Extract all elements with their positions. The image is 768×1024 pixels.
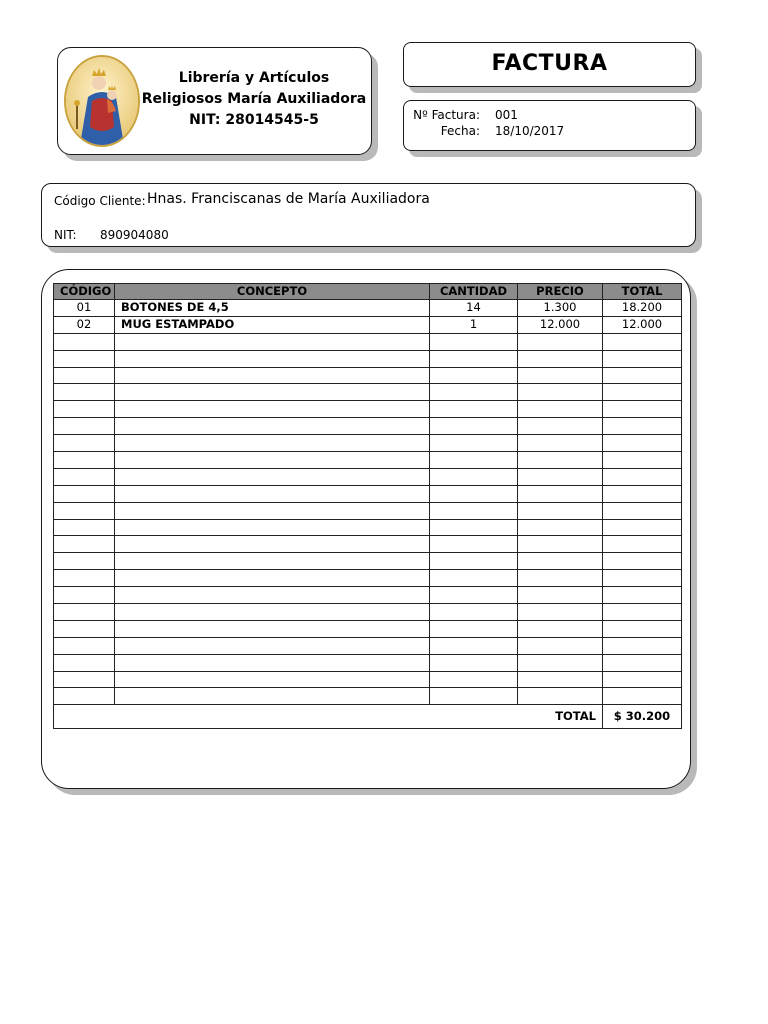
- empty-cell: [603, 553, 682, 570]
- company-name-line-1: Librería y Artículos: [178, 70, 330, 86]
- invoice-info-box: [403, 100, 696, 151]
- header-price: PRECIO: [518, 284, 603, 300]
- empty-cell: [115, 620, 430, 637]
- empty-table-row: [54, 401, 682, 418]
- empty-cell: [54, 688, 115, 705]
- empty-cell: [115, 367, 430, 384]
- empty-cell: [430, 333, 518, 350]
- empty-cell: [54, 401, 115, 418]
- header-total: TOTAL: [603, 284, 682, 300]
- document-title: FACTURA: [491, 51, 608, 76]
- empty-cell: [54, 553, 115, 570]
- empty-cell: [518, 688, 603, 705]
- row-code: 02: [54, 316, 115, 333]
- empty-cell: [430, 536, 518, 553]
- empty-cell: [603, 367, 682, 384]
- empty-cell: [115, 637, 430, 654]
- company-name-line-2: Religiosos María Auxiliadora: [141, 91, 367, 107]
- row-quantity: 14: [430, 300, 518, 317]
- table-header-row: [54, 284, 682, 300]
- empty-cell: [518, 620, 603, 637]
- empty-cell: [518, 553, 603, 570]
- empty-cell: [518, 637, 603, 654]
- empty-cell: [518, 468, 603, 485]
- row-total: 18.200: [603, 300, 682, 317]
- empty-cell: [603, 654, 682, 671]
- empty-cell: [603, 418, 682, 435]
- empty-cell: [430, 570, 518, 587]
- row-concept: BOTONES DE 4,5: [115, 300, 430, 317]
- row-price: 12.000: [518, 316, 603, 333]
- empty-cell: [54, 654, 115, 671]
- empty-cell: [54, 435, 115, 452]
- client-name-value: Hnas. Franciscanas de María Auxiliadora: [147, 191, 430, 207]
- empty-cell: [430, 654, 518, 671]
- empty-cell: [54, 502, 115, 519]
- empty-cell: [603, 587, 682, 604]
- empty-cell: [54, 485, 115, 502]
- empty-cell: [518, 333, 603, 350]
- empty-cell: [115, 688, 430, 705]
- empty-cell: [54, 570, 115, 587]
- empty-cell: [603, 519, 682, 536]
- client-code-label: Código Cliente:: [54, 194, 146, 208]
- empty-table-row: [54, 637, 682, 654]
- empty-cell: [54, 468, 115, 485]
- empty-cell: [518, 519, 603, 536]
- empty-cell: [518, 418, 603, 435]
- invoice-date-value: 18/10/2017: [495, 124, 565, 138]
- empty-cell: [603, 688, 682, 705]
- company-nit: NIT: 28014545-5: [189, 112, 319, 128]
- empty-table-row: [54, 654, 682, 671]
- empty-cell: [430, 401, 518, 418]
- empty-cell: [603, 604, 682, 621]
- empty-cell: [115, 502, 430, 519]
- client-info-box: [41, 183, 696, 247]
- empty-cell: [115, 553, 430, 570]
- empty-table-row: [54, 671, 682, 688]
- empty-cell: [603, 452, 682, 469]
- invoice-date-label: Fecha:: [440, 124, 480, 138]
- empty-cell: [430, 418, 518, 435]
- empty-cell: [54, 637, 115, 654]
- empty-cell: [518, 604, 603, 621]
- empty-cell: [115, 519, 430, 536]
- empty-cell: [603, 637, 682, 654]
- empty-table-row: [54, 435, 682, 452]
- company-header: [57, 47, 372, 155]
- empty-cell: [54, 620, 115, 637]
- empty-cell: [115, 654, 430, 671]
- header-concept: CONCEPTO: [115, 284, 430, 300]
- empty-cell: [430, 637, 518, 654]
- empty-cell: [115, 536, 430, 553]
- empty-cell: [430, 502, 518, 519]
- empty-cell: [54, 536, 115, 553]
- empty-cell: [603, 384, 682, 401]
- empty-table-row: [54, 350, 682, 367]
- header-code: CÓDIGO: [54, 284, 115, 300]
- empty-cell: [430, 587, 518, 604]
- row-code: 01: [54, 300, 115, 317]
- table-row: [54, 300, 682, 317]
- empty-cell: [603, 485, 682, 502]
- empty-cell: [430, 485, 518, 502]
- row-quantity: 1: [430, 316, 518, 333]
- empty-table-row: [54, 384, 682, 401]
- table-row: [54, 316, 682, 333]
- empty-cell: [115, 485, 430, 502]
- empty-cell: [518, 502, 603, 519]
- empty-cell: [430, 671, 518, 688]
- empty-table-row: [54, 485, 682, 502]
- items-table: [53, 283, 682, 729]
- empty-cell: [603, 502, 682, 519]
- empty-cell: [115, 350, 430, 367]
- virgin-mary-logo-icon: [64, 55, 140, 147]
- total-label: TOTAL: [54, 705, 603, 729]
- client-nit-label: NIT:: [54, 228, 77, 242]
- empty-table-row: [54, 418, 682, 435]
- empty-table-row: [54, 536, 682, 553]
- empty-table-row: [54, 502, 682, 519]
- empty-cell: [115, 468, 430, 485]
- empty-cell: [603, 468, 682, 485]
- empty-cell: [518, 536, 603, 553]
- empty-cell: [518, 654, 603, 671]
- empty-cell: [518, 671, 603, 688]
- empty-cell: [54, 671, 115, 688]
- empty-table-row: [54, 468, 682, 485]
- empty-table-row: [54, 688, 682, 705]
- empty-table-row: [54, 367, 682, 384]
- empty-cell: [430, 452, 518, 469]
- empty-table-row: [54, 333, 682, 350]
- empty-cell: [518, 570, 603, 587]
- empty-table-row: [54, 604, 682, 621]
- empty-cell: [430, 435, 518, 452]
- empty-cell: [603, 333, 682, 350]
- empty-cell: [54, 384, 115, 401]
- empty-cell: [54, 604, 115, 621]
- row-price: 1.300: [518, 300, 603, 317]
- empty-table-row: [54, 570, 682, 587]
- empty-cell: [518, 587, 603, 604]
- empty-cell: [518, 435, 603, 452]
- empty-cell: [54, 418, 115, 435]
- row-concept: MUG ESTAMPADO: [115, 316, 430, 333]
- total-row: [54, 705, 682, 729]
- empty-cell: [115, 401, 430, 418]
- empty-cell: [54, 367, 115, 384]
- empty-cell: [430, 553, 518, 570]
- empty-cell: [518, 452, 603, 469]
- invoice-number-label: Nº Factura:: [413, 108, 480, 122]
- empty-cell: [430, 350, 518, 367]
- items-box: [41, 269, 691, 789]
- empty-cell: [115, 418, 430, 435]
- empty-table-row: [54, 452, 682, 469]
- empty-cell: [603, 435, 682, 452]
- invoice-number-value: 001: [495, 108, 518, 122]
- document-title-box: [403, 42, 696, 87]
- empty-cell: [603, 401, 682, 418]
- empty-table-row: [54, 587, 682, 604]
- empty-cell: [603, 671, 682, 688]
- empty-cell: [603, 536, 682, 553]
- empty-cell: [115, 587, 430, 604]
- row-total: 12.000: [603, 316, 682, 333]
- empty-table-row: [54, 519, 682, 536]
- empty-cell: [115, 384, 430, 401]
- empty-cell: [518, 367, 603, 384]
- empty-cell: [115, 570, 430, 587]
- empty-cell: [115, 604, 430, 621]
- empty-table-row: [54, 620, 682, 637]
- empty-cell: [518, 350, 603, 367]
- empty-cell: [603, 570, 682, 587]
- empty-cell: [115, 671, 430, 688]
- empty-table-row: [54, 553, 682, 570]
- empty-cell: [430, 604, 518, 621]
- empty-cell: [54, 333, 115, 350]
- empty-cell: [518, 485, 603, 502]
- empty-cell: [603, 350, 682, 367]
- empty-cell: [430, 384, 518, 401]
- empty-cell: [54, 452, 115, 469]
- empty-cell: [430, 519, 518, 536]
- empty-cell: [115, 452, 430, 469]
- empty-cell: [430, 468, 518, 485]
- empty-cell: [430, 367, 518, 384]
- empty-cell: [54, 519, 115, 536]
- header-quantity: CANTIDAD: [430, 284, 518, 300]
- empty-cell: [603, 620, 682, 637]
- empty-cell: [518, 384, 603, 401]
- client-nit-value: 890904080: [100, 228, 169, 242]
- empty-cell: [430, 620, 518, 637]
- empty-cell: [115, 333, 430, 350]
- empty-cell: [115, 435, 430, 452]
- empty-cell: [54, 350, 115, 367]
- empty-cell: [518, 401, 603, 418]
- total-value: $ 30.200: [603, 705, 682, 729]
- empty-cell: [54, 587, 115, 604]
- empty-cell: [430, 688, 518, 705]
